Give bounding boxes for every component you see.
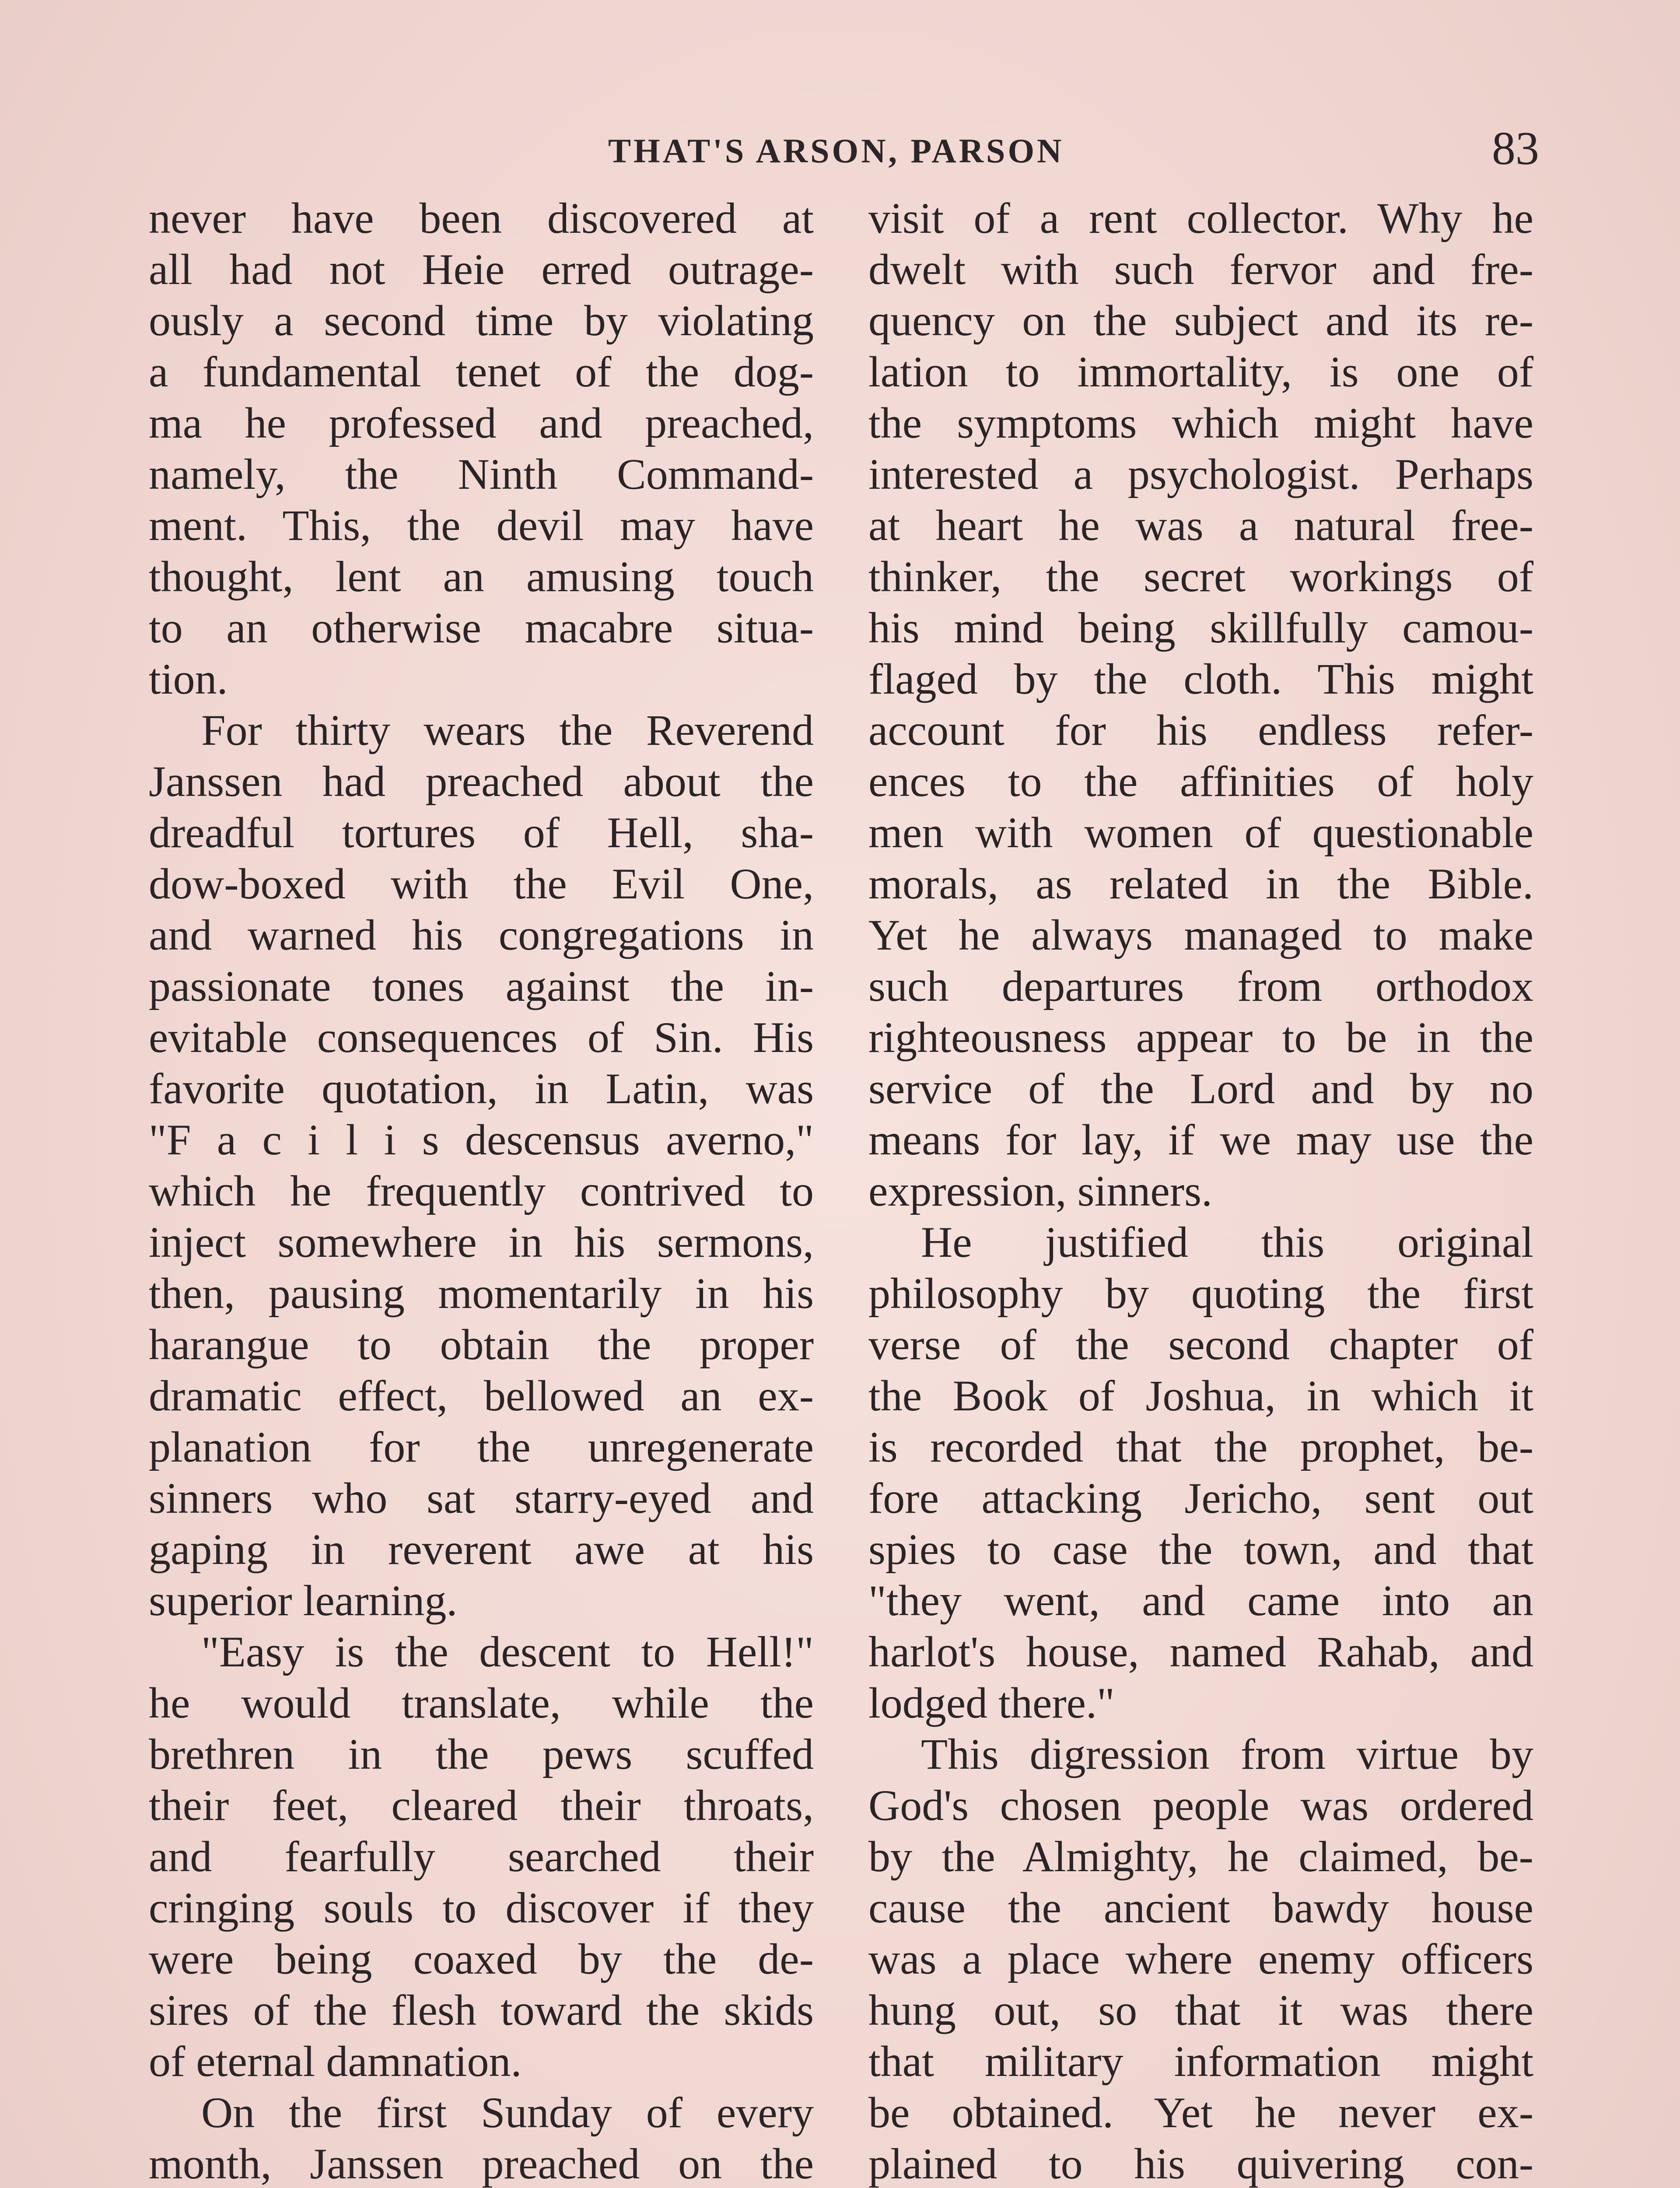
- text-line: For thirty wears the Reverend: [201, 706, 814, 754]
- text-line: Janssen had preached about the: [149, 757, 814, 806]
- text-line: then, pausing momentarily in his: [149, 1269, 814, 1318]
- text-line: flaged by the cloth. This might: [868, 655, 1533, 703]
- text-line: men with women of questionable: [868, 808, 1533, 857]
- text-line: lation to immortality, is one of: [868, 347, 1533, 396]
- text-line: his mind being skillfully camou-: [868, 603, 1533, 652]
- text-line: and warned his congregations in: [149, 911, 814, 959]
- text-line: he would translate, while the: [149, 1679, 814, 1727]
- text-line: were being coaxed by the de-: [149, 1935, 814, 1983]
- text-line: This digression from virtue by: [921, 1730, 1533, 1778]
- text-line: be obtained. Yet he never ex-: [868, 2088, 1533, 2137]
- text-line: to an otherwise macabre situa-: [149, 603, 814, 652]
- text-line: morals, as related in the Bible.: [868, 859, 1533, 908]
- text-line: favorite quotation, in Latin, was: [149, 1064, 814, 1113]
- text-line: ences to the affinities of holy: [868, 757, 1533, 806]
- text-line: passionate tones against the in-: [149, 962, 814, 1010]
- text-line: planation for the unregenerate: [149, 1423, 814, 1471]
- text-line: month, Janssen preached on the: [149, 2139, 814, 2188]
- text-line: at heart he was a natural free-: [868, 501, 1533, 550]
- text-line: of eternal damnation.: [149, 2037, 522, 2086]
- text-line: is recorded that the prophet, be-: [868, 1423, 1533, 1471]
- text-line: the symptoms which might have: [868, 399, 1533, 447]
- text-line: never have been discovered at: [149, 194, 814, 242]
- text-line: verse of the second chapter of: [868, 1320, 1533, 1369]
- text-line: which he frequently contrived to: [149, 1167, 814, 1215]
- page-number: 83: [1492, 123, 1539, 175]
- text-line: cringing souls to discover if they: [149, 1883, 814, 1932]
- text-line: "F a c i l i s descensus averno,": [149, 1115, 814, 1164]
- text-line: ma he professed and preached,: [149, 399, 814, 447]
- text-line: sires of the flesh toward the skids: [149, 1986, 814, 2034]
- text-line: spies to case the town, and that: [868, 1525, 1533, 1574]
- text-line: that military information might: [868, 2037, 1533, 2086]
- text-line: Yet he always managed to make: [868, 911, 1533, 959]
- text-line: evitable consequences of Sin. His: [149, 1013, 814, 1062]
- text-line: visit of a rent collector. Why he: [868, 194, 1533, 242]
- text-line: expression, sinners.: [868, 1167, 1212, 1215]
- text-line: philosophy by quoting the first: [868, 1269, 1533, 1318]
- text-line: sinners who sat starry-eyed and: [149, 1474, 814, 1522]
- text-line: harangue to obtain the proper: [149, 1320, 814, 1369]
- text-line: He justified this original: [921, 1218, 1533, 1266]
- text-line: cause the ancient bawdy house: [868, 1883, 1533, 1932]
- text-line: means for lay, if we may use the: [868, 1115, 1533, 1164]
- text-line: ment. This, the devil may have: [149, 501, 814, 550]
- text-line: inject somewhere in his sermons,: [149, 1218, 814, 1266]
- text-line: dow-boxed with the Evil One,: [149, 859, 814, 908]
- text-line: ously a second time by violating: [149, 296, 814, 345]
- text-line: brethren in the pews scuffed: [149, 1730, 814, 1778]
- text-line: the Book of Joshua, in which it: [868, 1371, 1533, 1420]
- text-column-right: [868, 193, 1533, 2188]
- text-line: hung out, so that it was there: [868, 1986, 1533, 2034]
- text-line: gaping in reverent awe at his: [149, 1525, 814, 1574]
- text-line: thinker, the secret workings of: [868, 552, 1533, 601]
- running-title: THAT'S ARSON, PARSON: [608, 132, 1064, 170]
- text-line: such departures from orthodox: [868, 962, 1533, 1010]
- text-line: God's chosen people was ordered: [868, 1781, 1533, 1830]
- text-line: "Easy is the descent to Hell!": [201, 1627, 814, 1676]
- text-line: their feet, cleared their throats,: [149, 1781, 814, 1830]
- text-line: namely, the Ninth Command-: [149, 450, 814, 498]
- text-column-left: [149, 193, 814, 2188]
- text-line: service of the Lord and by no: [868, 1064, 1533, 1113]
- text-line: was a place where enemy officers: [868, 1935, 1533, 1983]
- text-line: interested a psychologist. Perhaps: [868, 450, 1533, 498]
- text-line: "they went, and came into an: [868, 1576, 1533, 1625]
- text-line: On the first Sunday of every: [201, 2088, 814, 2137]
- text-line: thought, lent an amusing touch: [149, 552, 814, 601]
- text-line: quency on the subject and its re-: [868, 296, 1533, 345]
- text-line: dwelt with such fervor and fre-: [868, 245, 1533, 294]
- text-line: account for his endless refer-: [868, 706, 1533, 754]
- text-line: fore attacking Jericho, sent out: [868, 1474, 1533, 1522]
- text-line: lodged there.": [868, 1679, 1115, 1727]
- text-line: a fundamental tenet of the dog-: [149, 347, 814, 396]
- text-line: harlot's house, named Rahab, and: [868, 1627, 1533, 1676]
- text-line: plained to his quivering con-: [868, 2139, 1533, 2188]
- text-line: superior learning.: [149, 1576, 458, 1625]
- text-line: righteousness appear to be in the: [868, 1013, 1533, 1062]
- text-line: and fearfully searched their: [149, 1832, 814, 1881]
- text-line: dramatic effect, bellowed an ex-: [149, 1371, 814, 1420]
- text-line: by the Almighty, he claimed, be-: [868, 1832, 1533, 1881]
- text-line: dreadful tortures of Hell, sha-: [149, 808, 814, 857]
- text-line: all had not Heie erred outrage-: [149, 245, 814, 294]
- text-line: tion.: [149, 655, 228, 703]
